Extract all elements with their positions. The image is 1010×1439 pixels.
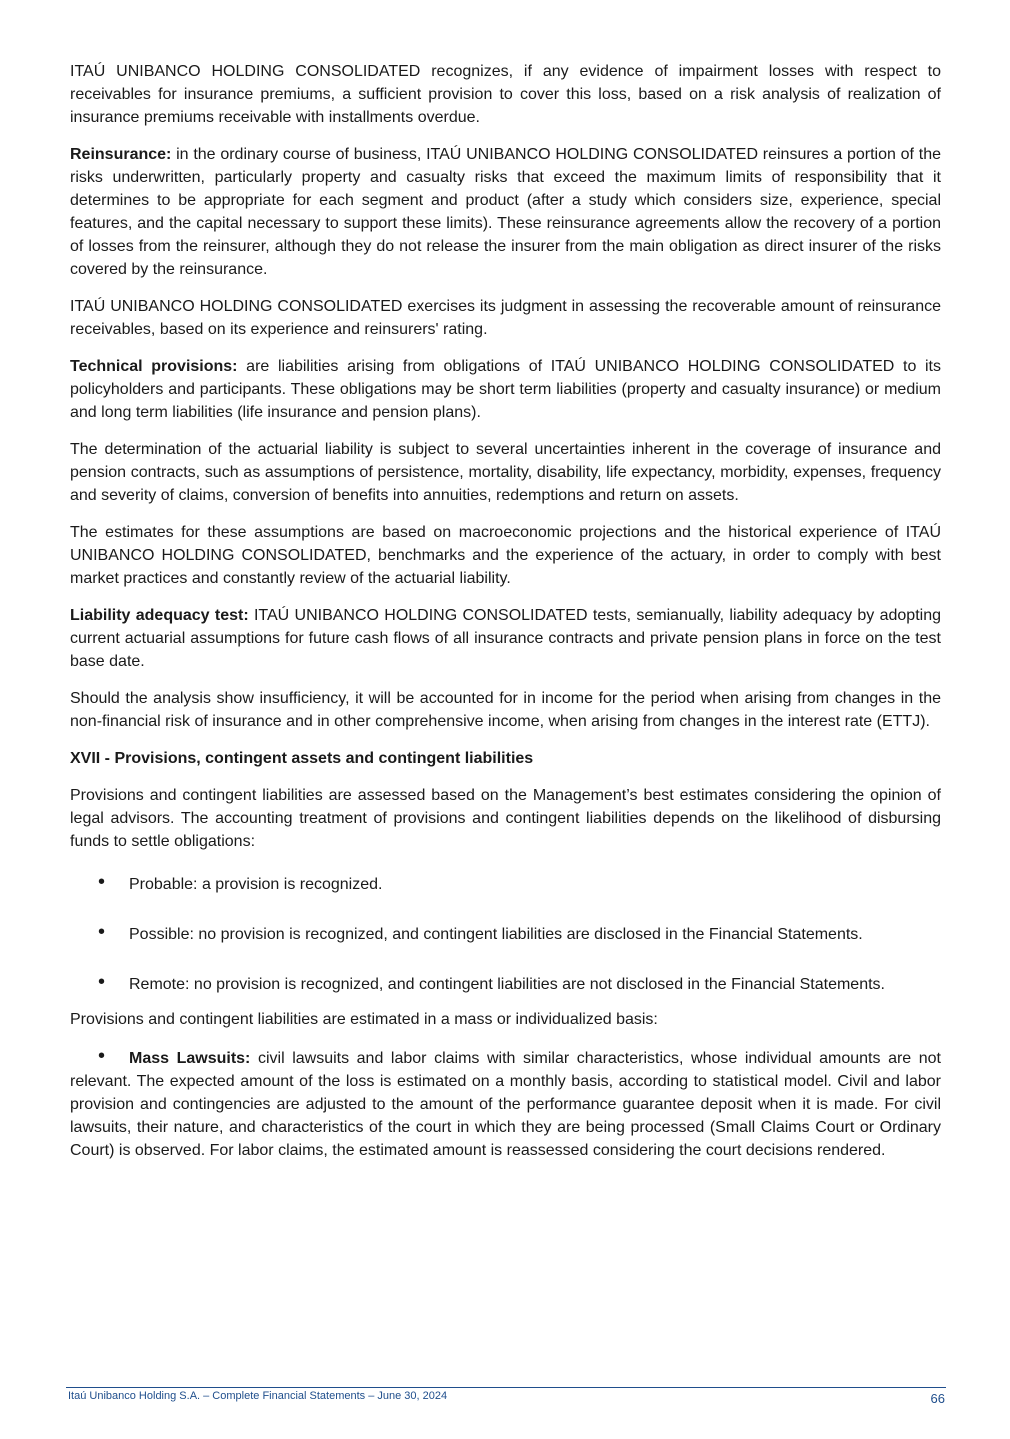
- paragraph-reinsurance: [70, 143, 941, 281]
- paragraph-technical-provisions: [70, 355, 941, 424]
- paragraph-insufficiency: Should the analysis show insufficiency, it will be accounted for in income for the period when arising from changes in the non-financial risk of insurance and in other comprehensive income, when arising from changes in the interest rate (ETTJ).: [70, 690, 941, 730]
- reinsurance-text: in the ordinary course of business, ITAÚ UNIBANCO HOLDING CONSOLIDATED reinsures a portion of the risks underwritten, particularly property and casualty risks that exceed the maximum limits of responsibility that it determines to be appropriate for each segment and product (after a study which considers size, experience, special features, and the capital necessary to support these limits). These reinsurance agreements allow the recovery of a portion of losses from the reinsurer, although they do not release the insurer from the main obligation as direct insurer of the risks covered by the reinsurance.: [70, 146, 941, 278]
- paragraph-reinsurance-judgment: ITAÚ UNIBANCO HOLDING CONSOLIDATED exercises its judgment in assessing the recoverable amount of reinsurance receivables, based on its experience and reinsurers' rating.: [70, 298, 941, 338]
- bullet-icon: •: [98, 971, 106, 993]
- paragraph-impairment: ITAÚ UNIBANCO HOLDING CONSOLIDATED recognizes, if any evidence of impairment losses with respect to receivables for insurance premiums, a sufficient provision to cover this loss, based on a risk analysis of realization of insurance premiums receivable with installments overdue.: [70, 63, 941, 126]
- document-body: [70, 60, 941, 1162]
- paragraph-provisions-assessment: Provisions and contingent liabilities are assessed based on the Management’s best estimates considering the opinion of legal advisors. The accounting treatment of provisions and contingent liabilities depends on the likelihood of disbursing funds to settle obligations:: [70, 787, 941, 850]
- paragraph-estimates: The estimates for these assumptions are based on macroeconomic projections and the historical experience of ITAÚ UNIBANCO HOLDING CONSOLIDATED, benchmarks and the experience of the actuary, in order to comply with best market practices and constantly review of the actuarial liability.: [70, 524, 941, 587]
- technical-provisions-label: Technical provisions:: [70, 358, 238, 375]
- bullet-icon: •: [98, 871, 106, 893]
- section-heading: XVII - Provisions, contingent assets and contingent liabilities: [70, 750, 534, 767]
- technical-provisions-text: are liabilities arising from obligations of ITAÚ UNIBANCO HOLDING CONSOLIDATED to its policyholders and participants. These obligations may be short term liabilities (property and casualty insurance) or medium and long term liabilities (life insurance and pension plans).: [70, 358, 942, 421]
- mass-lawsuits-text: civil lawsuits and labor claims with similar characteristics, whose individual amounts are not relevant. The expected amount of the loss is estimated on a monthly basis, according to statistical model. Civil and labor provision and contingencies are adjusted to the amount of the performance guarantee deposit when it is made. For civil lawsuits, their nature, and characteristics of the court in which they are being processed (Small Claims Court or Ordinary Court) is observed. For labor claims, the estimated amount is reassessed considering the court decisions rendered.: [70, 1050, 942, 1159]
- paragraph-mass-individualized: Provisions and contingent liabilities are estimated in a mass or individualized basis:: [70, 1011, 658, 1028]
- bullet-remote: [70, 969, 941, 998]
- footer-title: Itaú Unibanco Holding S.A. – Complete Financial Statements – June 30, 2024: [68, 1390, 448, 1402]
- bullet-icon: •: [98, 1045, 106, 1067]
- reinsurance-label: Reinsurance:: [70, 146, 172, 163]
- bullet-possible: [70, 919, 941, 948]
- mass-lawsuits-label: Mass Lawsuits:: [129, 1050, 251, 1067]
- bullet-mass-lawsuits: [70, 1045, 941, 1162]
- paragraph-liability-adequacy: [70, 604, 941, 673]
- liability-adequacy-text: ITAÚ UNIBANCO HOLDING CONSOLIDATED tests, semianually, liability adequacy by adopting current actuarial assumptions for future cash flows of all insurance contracts and private pension plans in force on the test base date.: [70, 607, 941, 670]
- liability-adequacy-label: Liability adequacy test:: [70, 607, 249, 624]
- paragraph-actuarial-liability: The determination of the actuarial liability is subject to several uncertainties inherent in the coverage of insurance and pension contracts, such as assumptions of persistence, mortality, disability, life expectancy, morbidity, expenses, frequency and severity of claims, conversion of benefits into annuities, redemptions and return on assets.: [70, 441, 941, 504]
- bullet-probable: [70, 869, 941, 898]
- page-number: 66: [930, 1391, 945, 1406]
- bullet-remote-text: Remote: no provision is recognized, and contingent liabilities are not disclosed in the Financial Statements.: [129, 976, 885, 993]
- bullet-probable-text: Probable: a provision is recognized.: [129, 876, 383, 893]
- footer-divider: [66, 1387, 946, 1388]
- bullet-possible-text: Possible: no provision is recognized, and contingent liabilities are disclosed in the Financial Statements.: [129, 926, 863, 943]
- bullet-icon: •: [98, 921, 106, 943]
